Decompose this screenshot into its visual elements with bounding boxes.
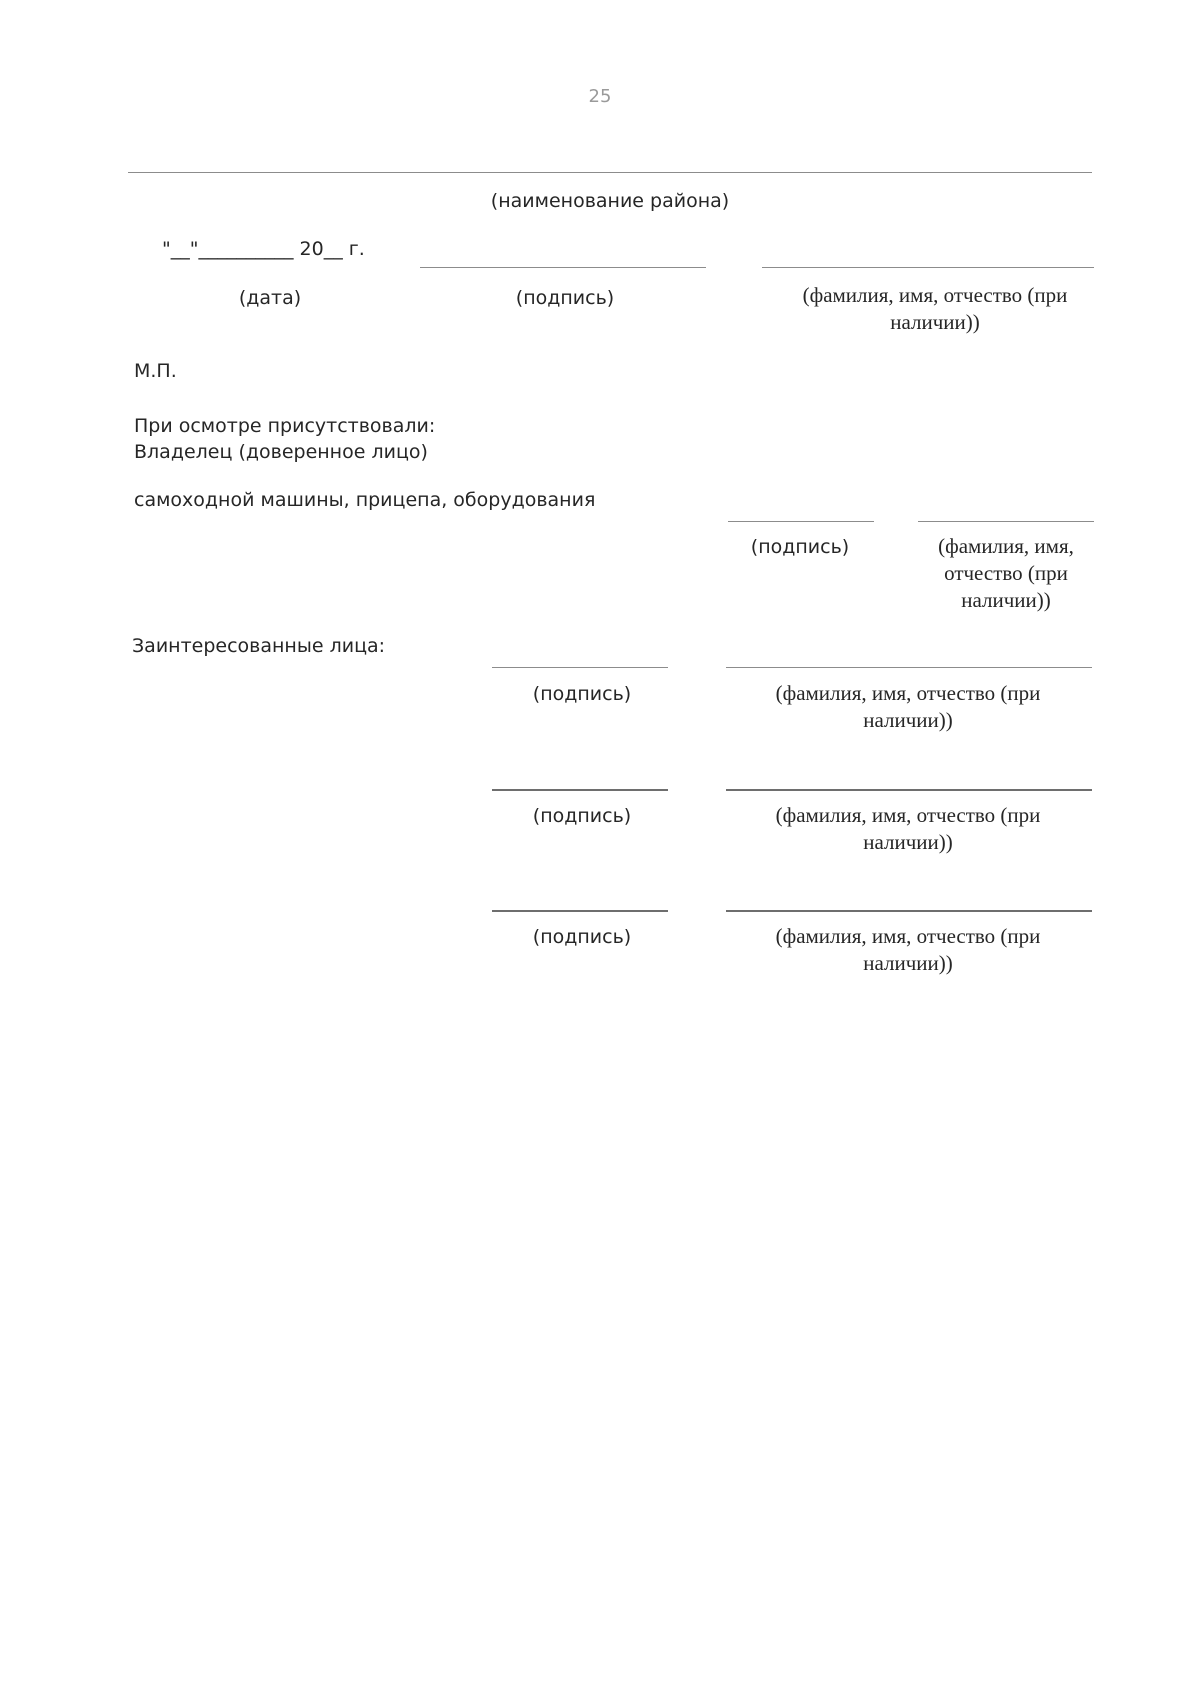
- interested-signature-caption-1: (подпись): [532, 683, 632, 705]
- interested-signature-line-2: [492, 789, 668, 791]
- owner-signature-line: [728, 521, 874, 522]
- date-template: "__"__________ 20__ г.: [162, 238, 365, 260]
- owner-fio-line: [918, 521, 1094, 522]
- official-fio-line: [762, 267, 1094, 268]
- district-name-caption: (наименование района): [490, 190, 730, 212]
- interested-fio-caption-1: (фамилия, имя, отчество (при наличии)): [775, 681, 1041, 732]
- interested-fio-line-2: [726, 789, 1092, 791]
- official-signature-caption: (подпись): [515, 287, 615, 309]
- interested-fio-line-1: [726, 667, 1092, 668]
- official-fio-caption: (фамилия, имя, отчество (при наличии)): [802, 283, 1068, 334]
- interested-fio-caption-2: (фамилия, имя, отчество (при наличии)): [775, 803, 1041, 854]
- interested-signature-line-3: [492, 910, 668, 912]
- interested-fio-line-3: [726, 910, 1092, 912]
- page-number: 25: [588, 86, 612, 107]
- present-heading: При осмотре присутствовали:: [134, 415, 436, 437]
- interested-signature-caption-2: (подпись): [532, 805, 632, 827]
- interested-heading: Заинтересованные лица:: [132, 635, 386, 657]
- district-name-line: [128, 172, 1092, 173]
- owner-label-line1: Владелец (доверенное лицо): [134, 441, 428, 463]
- official-signature-line: [420, 267, 706, 268]
- interested-signature-line-1: [492, 667, 668, 668]
- owner-signature-caption: (подпись): [750, 536, 850, 558]
- stamp-mark: М.П.: [134, 360, 177, 382]
- owner-label-line2: самоходной машины, прицепа, оборудования: [134, 489, 596, 511]
- date-caption: (дата): [238, 287, 302, 309]
- interested-fio-caption-3: (фамилия, имя, отчество (при наличии)): [775, 924, 1041, 975]
- interested-signature-caption-3: (подпись): [532, 926, 632, 948]
- owner-fio-caption: (фамилия, имя, отчество (при наличии)): [938, 534, 1074, 612]
